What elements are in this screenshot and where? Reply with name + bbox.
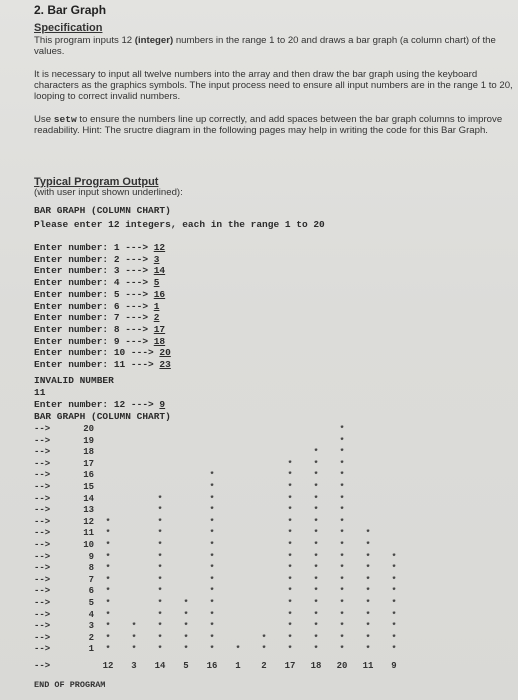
- invalid-value-line: 11: [34, 387, 46, 398]
- bar-mark: *: [339, 633, 345, 643]
- bar-mark: *: [339, 622, 345, 632]
- section-title: 2. Bar Graph: [34, 3, 107, 17]
- bar-mark: *: [157, 633, 163, 643]
- bar-mark: *: [339, 494, 345, 504]
- bar-mark: *: [339, 448, 345, 458]
- bar-mark: *: [183, 622, 189, 632]
- bar-mark: *: [287, 564, 293, 574]
- entry-value: 18: [153, 335, 166, 347]
- bar-mark: *: [339, 506, 345, 516]
- entry-line: [34, 265, 165, 276]
- bar-mark: *: [157, 575, 163, 585]
- x-category-label: 9: [391, 661, 397, 671]
- bar-mark: *: [287, 610, 293, 620]
- bar-mark: *: [209, 517, 215, 527]
- specification-heading: Specification: [34, 22, 103, 34]
- bar-mark: *: [105, 622, 111, 632]
- bar-mark: *: [287, 494, 293, 504]
- entry-label: Enter number: 4 --->: [34, 277, 154, 289]
- bar-mark: *: [339, 471, 345, 481]
- entry-value: 17: [153, 323, 166, 335]
- bar-mark: *: [313, 483, 319, 492]
- bar-mark: *: [131, 645, 137, 655]
- entry-value: 2: [153, 312, 160, 324]
- y-tick-label: 19: [83, 435, 94, 446]
- bar-mark: *: [365, 529, 371, 539]
- bar-mark: *: [313, 610, 319, 620]
- bar-mark: *: [209, 575, 215, 585]
- bar-mark: *: [391, 564, 397, 574]
- x-category-label: 20: [336, 661, 348, 671]
- bar-mark: *: [365, 610, 371, 620]
- bar-mark: *: [313, 448, 319, 458]
- entry-value: 3: [153, 253, 160, 265]
- bar-mark: *: [235, 645, 241, 655]
- bar-mark: *: [157, 517, 163, 527]
- bar-mark: *: [209, 599, 215, 608]
- bar-mark: *: [287, 483, 293, 492]
- y-tick-label: 7: [88, 574, 94, 585]
- bar-mark: *: [105, 529, 111, 539]
- bar-mark: *: [313, 564, 319, 574]
- bar-mark: *: [105, 517, 111, 527]
- row-arrow: -->: [34, 516, 51, 527]
- bar-mark: *: [365, 564, 371, 574]
- bar-mark: *: [287, 622, 293, 632]
- bar-mark: *: [105, 552, 111, 562]
- bar-mark: *: [391, 622, 397, 632]
- bar-mark: *: [209, 494, 215, 504]
- entry-line: [34, 347, 171, 358]
- row-arrow: -->: [34, 621, 51, 632]
- p1-text-c: numbers in the range 1 to 20 and draws a bar graph (a column chart) of the values.: [34, 35, 496, 57]
- bar-mark: *: [157, 552, 163, 562]
- console-prompt-line: Please enter 12 integers, each in the range 1 to 20: [34, 219, 325, 230]
- bar-mark: *: [209, 633, 215, 643]
- end-of-program-line: END OF PROGRAM: [34, 680, 106, 690]
- row-arrow: -->: [34, 435, 51, 446]
- y-tick-label: 1: [88, 644, 94, 655]
- x-category-label: 12: [102, 661, 114, 671]
- bar-mark: *: [391, 610, 397, 620]
- bar-mark: *: [313, 599, 319, 608]
- bar-mark: *: [105, 541, 111, 550]
- row-arrow: -->: [34, 458, 51, 469]
- row-arrow: -->: [34, 586, 51, 597]
- row-arrow: -->: [34, 528, 51, 539]
- y-tick-label: 6: [88, 586, 94, 597]
- y-tick-label: 13: [83, 505, 94, 516]
- bar-mark: *: [261, 645, 267, 655]
- paragraph-2: It is necessary to input all twelve numbers into the array and then draw the bar graph using the keyboard characters as the graphics symbols. The input process need to ensure all input numbers are in the range 1 to 20, looping to correct invalid numbers.: [34, 69, 513, 102]
- bar-mark: *: [287, 541, 293, 550]
- bar-mark: *: [391, 587, 397, 597]
- invalid-number-line: INVALID NUMBER: [34, 375, 114, 386]
- y-tick-label: 4: [88, 609, 94, 620]
- x-category-label: 3: [131, 661, 137, 671]
- row-arrow: -->: [34, 482, 51, 492]
- p3-text-a: Use: [34, 114, 54, 125]
- bar-mark: *: [183, 633, 189, 643]
- bar-mark: *: [157, 529, 163, 539]
- entry-line: [34, 312, 159, 323]
- bar-mark: *: [313, 471, 319, 481]
- bar-mark: *: [209, 610, 215, 620]
- entry-value: 5: [153, 277, 160, 289]
- bar-mark: *: [287, 471, 293, 481]
- bar-mark: *: [105, 599, 111, 608]
- bar-mark: *: [157, 599, 163, 608]
- bar-mark: *: [313, 552, 319, 562]
- bar-mark: *: [157, 494, 163, 504]
- y-tick-label: 8: [88, 563, 94, 574]
- bar-mark: *: [365, 622, 371, 632]
- bar-mark: *: [287, 552, 293, 562]
- bar-mark: *: [287, 506, 293, 516]
- bar-mark: *: [157, 564, 163, 574]
- entry-label: Enter number: 11 --->: [34, 359, 160, 370]
- entry-label: Enter number: 5 --->: [34, 288, 154, 300]
- bar-mark: *: [365, 599, 371, 608]
- entry-label: Enter number: 8 --->: [34, 323, 154, 335]
- y-tick-label: 14: [83, 493, 94, 504]
- bar-mark: *: [105, 610, 111, 620]
- bar-mark: *: [339, 645, 345, 655]
- y-tick-label: 10: [83, 540, 94, 550]
- bar-mark: *: [313, 529, 319, 539]
- bar-mark: *: [391, 633, 397, 643]
- bar-mark: *: [365, 587, 371, 597]
- row-arrow: -->: [34, 598, 51, 608]
- retry-entry-line: [34, 399, 165, 410]
- row-arrow: -->: [34, 632, 51, 643]
- x-category-label: 2: [261, 661, 267, 671]
- y-tick-label: 2: [88, 632, 94, 643]
- bar-mark: *: [183, 645, 189, 655]
- bar-mark: *: [287, 459, 293, 469]
- bar-mark: *: [313, 506, 319, 516]
- bar-mark: *: [261, 633, 267, 643]
- bar-mark: *: [339, 529, 345, 539]
- x-category-label: 14: [154, 661, 166, 671]
- entry-value: 14: [153, 265, 166, 277]
- bar-mark: *: [365, 552, 371, 562]
- bar-mark: *: [339, 552, 345, 562]
- y-tick-label: 17: [83, 458, 94, 469]
- entry-label: Enter number: 9 --->: [34, 335, 154, 347]
- bar-mark: *: [313, 587, 319, 597]
- bar-mark: *: [105, 575, 111, 585]
- bar-mark: *: [131, 622, 137, 632]
- bar-mark: *: [313, 575, 319, 585]
- y-tick-label: 16: [83, 470, 94, 481]
- bar-mark: *: [209, 587, 215, 597]
- bar-mark: *: [287, 633, 293, 643]
- x-category-label: 16: [206, 661, 218, 671]
- p1-text-a: This program inputs 12: [34, 35, 135, 46]
- row-arrow: -->: [34, 661, 51, 671]
- bar-mark: *: [339, 564, 345, 574]
- bar-mark: *: [313, 517, 319, 527]
- y-tick-label: 9: [88, 551, 94, 562]
- row-arrow: -->: [34, 505, 51, 516]
- entry-value: 20: [159, 347, 171, 359]
- bar-mark: *: [365, 541, 371, 550]
- bar-mark: *: [131, 633, 137, 643]
- entry-label: Enter number: 1 --->: [34, 242, 154, 253]
- row-arrow: -->: [34, 470, 51, 481]
- y-tick-label: 15: [83, 482, 94, 492]
- bar-mark: *: [339, 517, 345, 527]
- bar-mark: *: [209, 552, 215, 562]
- bar-mark: *: [339, 436, 345, 446]
- bar-mark: *: [157, 587, 163, 597]
- bar-mark: *: [105, 564, 111, 574]
- bar-mark: *: [157, 645, 163, 655]
- row-arrow: -->: [34, 424, 51, 434]
- entry-value: 12: [153, 242, 166, 253]
- x-category-label: 17: [284, 661, 296, 671]
- entry-label: Enter number: 6 --->: [34, 300, 154, 312]
- bar-mark: *: [339, 610, 345, 620]
- bar-mark: *: [209, 564, 215, 574]
- typical-output-subtitle: (with user input shown underlined):: [34, 187, 183, 198]
- bar-mark: *: [209, 471, 215, 481]
- bar-mark: *: [339, 459, 345, 469]
- p3-text-c: to ensure the numbers line up correctly, and add spaces between the bar graph columns to improve readability. Hint: The sructre diagram in the following pages may help in writing the code for this Bar Graph.: [34, 114, 503, 136]
- row-arrow: -->: [34, 644, 51, 655]
- entry-line: [34, 336, 165, 347]
- bar-mark: *: [287, 517, 293, 527]
- y-tick-label: 11: [83, 528, 94, 539]
- y-tick-label: 18: [83, 447, 94, 458]
- entry-line: [34, 324, 165, 335]
- x-category-label: 1: [235, 661, 241, 671]
- x-category-label: 5: [183, 661, 189, 671]
- bar-mark: *: [313, 622, 319, 632]
- bar-mark: *: [391, 645, 397, 655]
- entry-line: [34, 242, 165, 253]
- paragraph-3: [34, 114, 514, 136]
- console-title-line: BAR GRAPH (COLUMN CHART): [34, 205, 171, 216]
- entry-line: [34, 289, 165, 300]
- bar-mark: *: [209, 645, 215, 655]
- bar-mark: *: [209, 483, 215, 492]
- entry-label: Enter number: 7 --->: [34, 312, 154, 324]
- bar-mark: *: [209, 541, 215, 550]
- bar-mark: *: [365, 575, 371, 585]
- row-arrow: -->: [34, 493, 51, 504]
- y-tick-label: 12: [83, 516, 94, 527]
- row-arrow: -->: [34, 609, 51, 620]
- bar-mark: *: [391, 599, 397, 608]
- bar-mark: *: [391, 552, 397, 562]
- bar-mark: *: [183, 610, 189, 620]
- entry-label: Enter number: 3 --->: [34, 265, 154, 277]
- paragraph-1: [34, 35, 514, 57]
- p1-integer: (integer): [134, 35, 174, 46]
- bar-mark: *: [339, 541, 345, 550]
- bar-mark: *: [339, 483, 345, 492]
- bar-mark: *: [287, 645, 293, 655]
- entry-line: [34, 277, 159, 288]
- entry-line: [34, 254, 159, 265]
- bar-mark: *: [105, 587, 111, 597]
- entry-value: 23: [159, 359, 171, 370]
- chart-title-line: BAR GRAPH (COLUMN CHART): [34, 411, 171, 422]
- retry-label: Enter number: 12 --->: [34, 399, 160, 410]
- bar-mark: *: [313, 494, 319, 504]
- bar-mark: *: [339, 575, 345, 585]
- row-arrow: -->: [34, 447, 51, 458]
- bar-mark: *: [391, 575, 397, 585]
- bar-mark: *: [209, 622, 215, 632]
- bar-mark: *: [157, 506, 163, 516]
- entry-line: [34, 301, 159, 312]
- bar-mark: *: [105, 645, 111, 655]
- bar-mark: *: [365, 645, 371, 655]
- x-category-label: 18: [310, 661, 322, 671]
- row-arrow: -->: [34, 551, 51, 562]
- p3-setw: setw: [53, 114, 77, 125]
- bar-mark: *: [313, 541, 319, 550]
- row-arrow: -->: [34, 563, 51, 574]
- bar-mark: *: [339, 425, 345, 434]
- bar-mark: *: [209, 506, 215, 516]
- retry-value: 9: [159, 399, 166, 410]
- bar-mark: *: [339, 587, 345, 597]
- bar-mark: *: [183, 599, 189, 608]
- y-tick-label: 20: [83, 424, 94, 434]
- bar-mark: *: [313, 633, 319, 643]
- x-category-label: 11: [362, 661, 374, 671]
- entry-label: Enter number: 2 --->: [34, 253, 154, 265]
- entry-label: Enter number: 10 --->: [34, 347, 160, 359]
- bar-mark: *: [157, 541, 163, 550]
- row-arrow: -->: [34, 574, 51, 585]
- bar-mark: *: [157, 622, 163, 632]
- bar-mark: *: [313, 459, 319, 469]
- bar-mark: *: [157, 610, 163, 620]
- bar-mark: *: [365, 633, 371, 643]
- row-arrow: -->: [34, 540, 51, 550]
- entry-line: [34, 359, 171, 370]
- bar-mark: *: [287, 599, 293, 608]
- bar-mark: *: [209, 529, 215, 539]
- y-tick-label: 3: [88, 621, 94, 632]
- bar-mark: *: [105, 633, 111, 643]
- entry-value: 1: [153, 300, 160, 312]
- typical-output-heading: Typical Program Output: [34, 176, 159, 188]
- bar-mark: *: [313, 645, 319, 655]
- bar-mark: *: [287, 529, 293, 539]
- bar-mark: *: [339, 599, 345, 608]
- entry-value: 16: [153, 288, 166, 300]
- y-tick-label: 5: [88, 598, 94, 608]
- bar-mark: *: [287, 587, 293, 597]
- bar-mark: *: [287, 575, 293, 585]
